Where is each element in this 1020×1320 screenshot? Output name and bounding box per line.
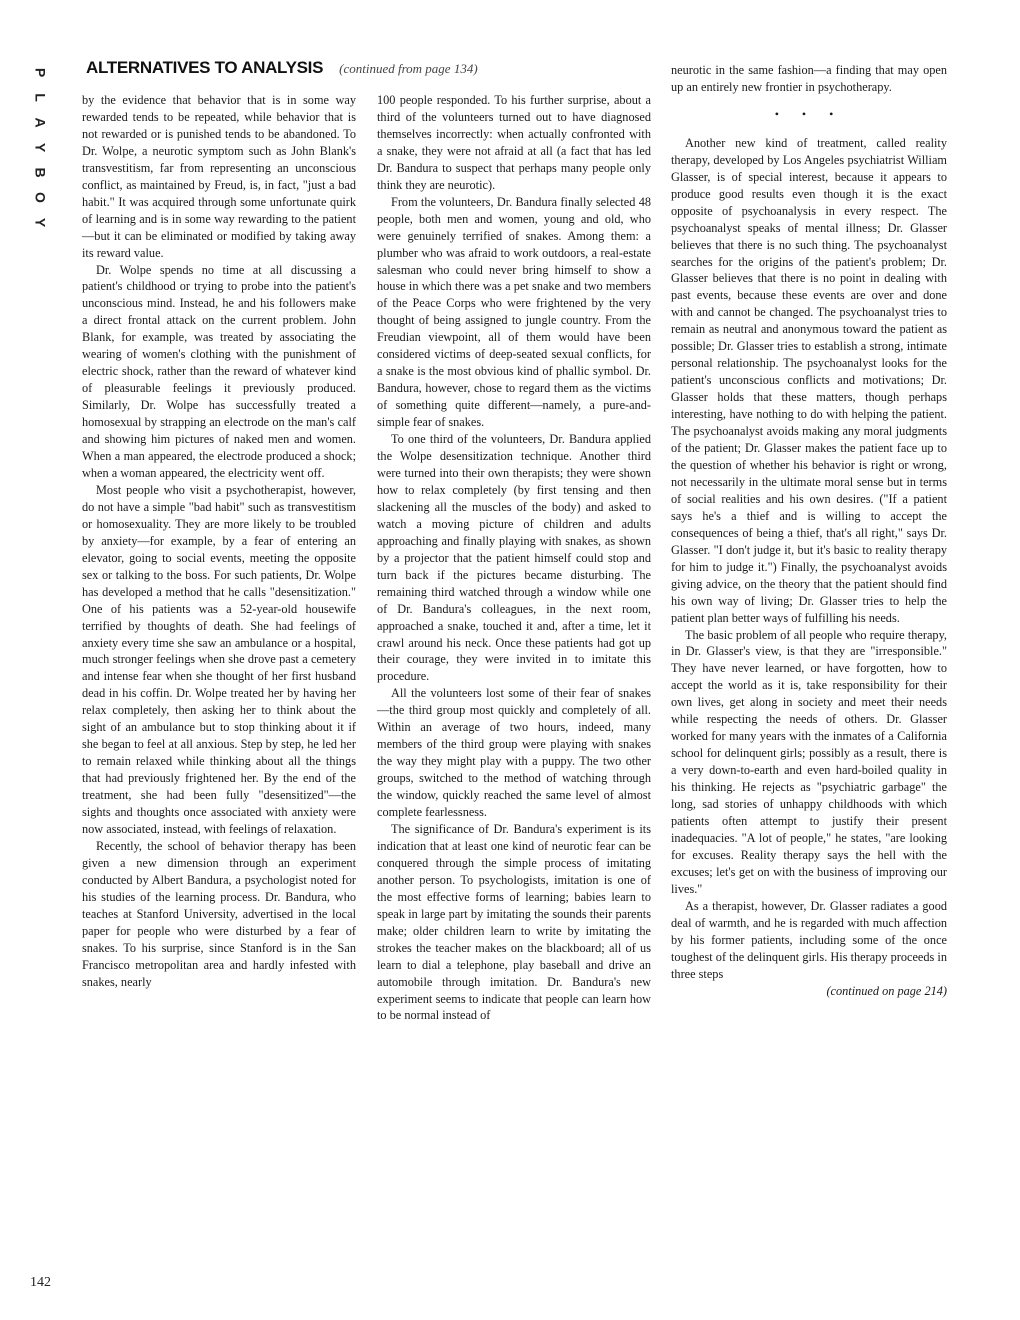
spine-letter: Y xyxy=(32,142,49,153)
continued-to-note: (continued on page 214) xyxy=(826,983,947,998)
paragraph: neurotic in the same fashion—a finding that may open up an entirely new frontier in psychotherapy. xyxy=(671,63,947,94)
spine-letter: O xyxy=(32,192,49,203)
column-2 xyxy=(377,92,651,1024)
continued-from-note: (continued from page 134) xyxy=(339,61,478,76)
article-header xyxy=(86,58,646,78)
paragraph: Recently, the school of behavior therapy has been given a new dimension through an experiment conducted by Albert Bandura, a psychologist noted for his studies of the learning process. Dr. Bandura, who teaches at Stanford University, advertised in the local paper for people who were disturbed by a fear of snakes. To his surprise, since Stanford is in the San Francisco metropolitan area and hardly infested with snakes, nearly xyxy=(82,838,356,989)
paragraph: by the evidence that behavior that is in some way rewarded tends to be repeated, while behavior that is not rewarded or is punished tends to be abandoned. To Dr. Wolpe, a neurotic symptom such as John Blank's transvestitism, far from representing an unconscious conflict, as maintained by Freud, is, in fact, "just a bad habit." It was acquired through some unfortunate quirk of learning and is in some way rewarding to the patient—but it can be eliminated or modified by taking away its reward value. xyxy=(82,93,356,260)
paragraph: The significance of Dr. Bandura's experiment is its indication that at least one kind of neurotic fear can be conquered through the simple process of imitating another person. To psychologists, imitation is one of the most effective forms of learning; babies learn to speak in large part by imitating the sounds their parents make; older children learn to write by imitating the strokes the teacher makes on the blackboard; all of us learn to dial a telephone, play baseball and drive an automobile through imitation. Dr. Bandura's new experiment seems to indicate that people can learn how to be normal instead of xyxy=(377,821,651,1023)
paragraph: Another new kind of treatment, called reality therapy, developed by Los Angeles psychiatrist William Glasser, is of special interest, because it appears to produce good results even though it is the exact opposite of psychoanalysis in every respect. The psychoanalyst speaks of mental illness; Dr. Glasser believes that there is no such thing. The psychoanalyst searches for the origins of the patient's problem; Dr. Glasser believes that there is no point in dealing with past events, because these events are over and done with and cannot be changed. The psychoanalyst tries to remain as neutral and anonymous toward the patient as possible; Dr. Glasser tries to establish a strong, intimate personal relationship. The psychoanalyst looks for the patient's unconscious conflicts and motivations; Dr. Glasser holds that these matters, though perhaps interesting, have nothing to do with helping the patient. The psychoanalyst avoids making any moral judgments of the patient; Dr. Glasser makes the patient face up to the question of whether his behavior is right or wrong, not necessarily in the ultimate moral sense but in terms of social realities and his own desires. ("If a patient says he's a thief and is willing to accept the consequences of being a thief, that's all right," says Dr. Glasser. "I don't judge it, but it's basic to reality therapy for him to judge it.") Finally, the psychoanalyst avoids giving advice, on the theory that the patient should find his own way of living; Dr. Glasser tries to help the patient plan better ways of fulfilling his needs. xyxy=(671,135,947,625)
spine-letter: A xyxy=(32,117,49,128)
magazine-spine-label xyxy=(28,60,50,235)
paragraph: Most people who visit a psychotherapist, however, do not have a simple "bad habit" such as transvestitism or homosexuality. They are more likely to be troubled by anxiety—for example, by a fear of entering an elevator, going to social events, meeting the opposite sex or talking to the boss. For such patients, Dr. Wolpe has developed a method that he calls "desensitization." One of his patients was a 52-year-old housewife terrified by thoughts of death. She had feelings of anxiety every time she saw an ambulance or a hospital, much stronger feelings when she drove past a cemetery and intense fear when she thought of her first husband dead in his coffin. Dr. Wolpe treated her by having her relax completely, then asking her to think about the sight of an ambulance but to stop thinking about it if she began to feel at all anxious. Step by step, he led her to remain relaxed while thinking about all the things that had previously frightened her. By the end of the treatment, she had been fully "desensitized"—the sights and thoughts once associated with anxiety were now associated, instead, with feelings of relaxation. xyxy=(82,482,356,836)
article-title: ALTERNATIVES TO ANALYSIS xyxy=(86,58,324,77)
spine-letter: L xyxy=(32,93,49,102)
paragraph: From the volunteers, Dr. Bandura finally selected 48 people, both men and women, young and old, who were genuinely terrified of snakes. Among them: a plumber who was afraid to work outdoors, a real-estate salesman who could never bring himself to show a house in which there was a pet snake and two members of the Peace Corps who were frightened by the very thought of being assigned to jungle country. From the Freudian viewpoint, all of them would have been considered victims of deep-seated sexual conflicts, for a snake is the most obvious kind of phallic symbol. Dr. Bandura, however, chose to regard them as the victims of something quite different—namely, a pure-and-simple fear of snakes. xyxy=(377,194,651,430)
paragraph: Dr. Wolpe spends no time at all discussing a patient's childhood or trying to probe into the patient's unconscious mind. Instead, he and his followers make a direct frontal attack on the current problem. John Blank, for example, was treated by associating the wearing of women's clothing with the punishment of electric shock, rather than the reward of whatever kind of pleasurable feelings it previously produced. Similarly, Dr. Wolpe has successfully treated a homosexual by strapping an electrode on the man's calf and showing him pictures of naked men and women. When a man appeared, the electrode produced a shock; when a woman appeared, the electricity went off. xyxy=(82,262,356,480)
spine-letter: Y xyxy=(32,217,49,228)
column-3 xyxy=(671,62,947,999)
paragraph: All the volunteers lost some of their fear of snakes—the third group most quickly and completely of all. Within an average of two hours, indeed, many members of the third group were playing with snakes the way they might play with a puppy. The two other groups, switched to the method of watching through the window, quickly reached the same level of almost complete fearlessness. xyxy=(377,686,651,820)
spine-letter: P xyxy=(32,67,49,78)
paragraph: As a therapist, however, Dr. Glasser radiates a good deal of warmth, and he is regarded with much affection by his former patients, including some of the once toughest of the delinquent girls. His therapy proceeds in three steps xyxy=(671,898,947,981)
paragraph: 100 people responded. To his further surprise, about a third of the volunteers turned out to have diagnosed themselves incorrectly: when actually confronted with a snake, they were not afraid at all (a fact that has led Dr. Bandura to suspect that perhaps many people only think they are neurotic). xyxy=(377,93,651,192)
spine-letter: B xyxy=(32,167,49,178)
paragraph: To one third of the volunteers, Dr. Bandura applied the Wolpe desensitization technique. Another third were turned into their own therapists; they were shown how to relax completely (by first tensing and then slackening all the muscles of the body) and asked to watch a moving picture of children and adults approaching and finally playing with snakes, as shown by a projector that the patient himself could stop and turn back if the pictures became disturbing. The remaining third watched through a window while one of Dr. Bandura's colleagues, in the next room, approached a snake, touched it and, after a time, let it crawl around his neck. Once these patients had got up their courage, they were invited in to imitate this procedure. xyxy=(377,432,651,684)
section-break: • • • xyxy=(774,106,844,121)
column-1 xyxy=(82,92,356,991)
page-number: 142 xyxy=(30,1275,51,1290)
paragraph: The basic problem of all people who require therapy, in Dr. Glasser's view, is that they are "irresponsible." They have never learned, or have forgotten, how to accept the world as it is, take responsibility for their own lives, get along in society and meet their needs while respecting the needs of others. Dr. Glasser worked for many years with the inmates of a California school for delinquent girls; possibly as a result, there is a very down-to-earth and even hard-boiled quality in his thinking. He rejects as "psychiatric garbage" the long, sad stories of unhappy childhoods with which patients often attempt to justify their present inadequacies. "A lot of people," he states, "are looking for excuses. Reality therapy says the hell with the excuses; let's get on with the business of improving our lives." xyxy=(671,627,947,896)
